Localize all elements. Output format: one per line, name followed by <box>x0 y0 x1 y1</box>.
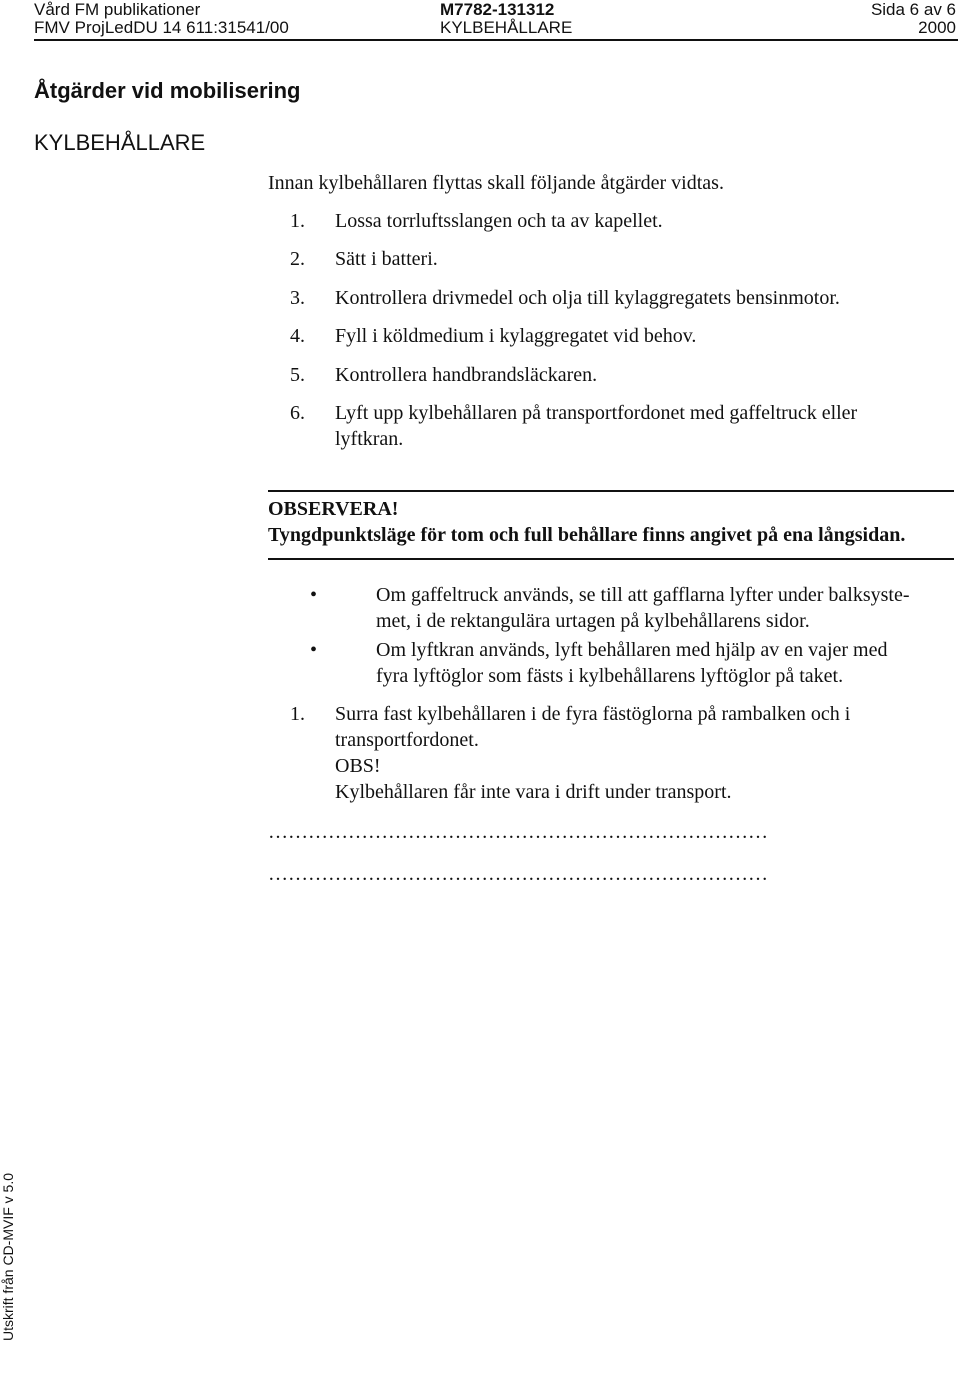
dotted-line: ………………………………………………………………… <box>268 821 768 843</box>
step-number: 3. <box>290 287 305 309</box>
step-text: Surra fast kylbehållaren i de fyra fästöglorna på rambalken och i <box>335 703 851 725</box>
header-year: 2000 <box>918 18 956 37</box>
step-number: 5. <box>290 364 305 386</box>
header-divider <box>34 39 958 41</box>
obs-note: Kylbehållaren får inte vara i drift under transport. <box>335 781 732 803</box>
side-print-stamp: Utskrift från CD-MVIF v 5.0 <box>0 1172 16 1342</box>
header-document-title: KYLBEHÅLLARE <box>440 18 573 37</box>
bullet-icon: • <box>310 584 318 606</box>
header-document-number: M7782-131312 <box>440 0 555 19</box>
bullet-text: Om lyftkran används, lyft behållaren med hjälp av en vajer med <box>376 639 888 661</box>
section-subtitle: KYLBEHÅLLARE <box>34 130 206 155</box>
step-text-continued: transportfordonet. <box>335 729 479 751</box>
dotted-line: ………………………………………………………………… <box>268 863 768 885</box>
step-number: 4. <box>290 325 305 347</box>
header-project-id: FMV ProjLedDU 14 611:31541/00 <box>34 18 289 37</box>
observera-top-rule <box>268 490 954 492</box>
header-publisher: Vård FM publikationer <box>34 0 201 19</box>
header-page-number: Sida 6 av 6 <box>870 0 956 19</box>
step-text-continued: lyftkran. <box>335 428 404 450</box>
bullet-text-continued: met, i de rektangulära urtagen på kylbehållarens sidor. <box>376 610 810 632</box>
step-text: Kontrollera handbrandsläckaren. <box>335 364 598 386</box>
observera-text: Tyngdpunktsläge för tom och full behållare finns angivet på ena långsidan. <box>268 524 906 546</box>
bullet-icon: • <box>310 639 318 661</box>
step-text: Sätt i batteri. <box>335 248 438 270</box>
step-text: Fyll i köldmedium i kylaggregatet vid behov. <box>335 325 697 347</box>
step-text: Kontrollera drivmedel och olja till kylaggregatets bensinmotor. <box>335 287 840 309</box>
observera-heading: OBSERVERA! <box>268 498 399 520</box>
observera-bottom-rule <box>268 558 954 560</box>
step-number: 1. <box>290 703 305 725</box>
section-title: Åtgärder vid mobilisering <box>34 78 301 103</box>
step-number: 6. <box>290 402 305 424</box>
step-text: Lossa torrluftsslangen och ta av kapellet. <box>335 210 663 232</box>
intro-paragraph: Innan kylbehållaren flyttas skall följande åtgärder vidtas. <box>268 172 724 194</box>
bullet-text: Om gaffeltruck används, se till att gafflarna lyfter under balksyste- <box>376 584 910 606</box>
step-number: 2. <box>290 248 305 270</box>
obs-label: OBS! <box>335 755 381 777</box>
bullet-text-continued: fyra lyftöglor som fästs i kylbehållarens lyftöglor på taket. <box>376 665 844 687</box>
step-text: Lyft upp kylbehållaren på transportfordonet med gaffeltruck eller <box>335 402 858 424</box>
step-number: 1. <box>290 210 305 232</box>
